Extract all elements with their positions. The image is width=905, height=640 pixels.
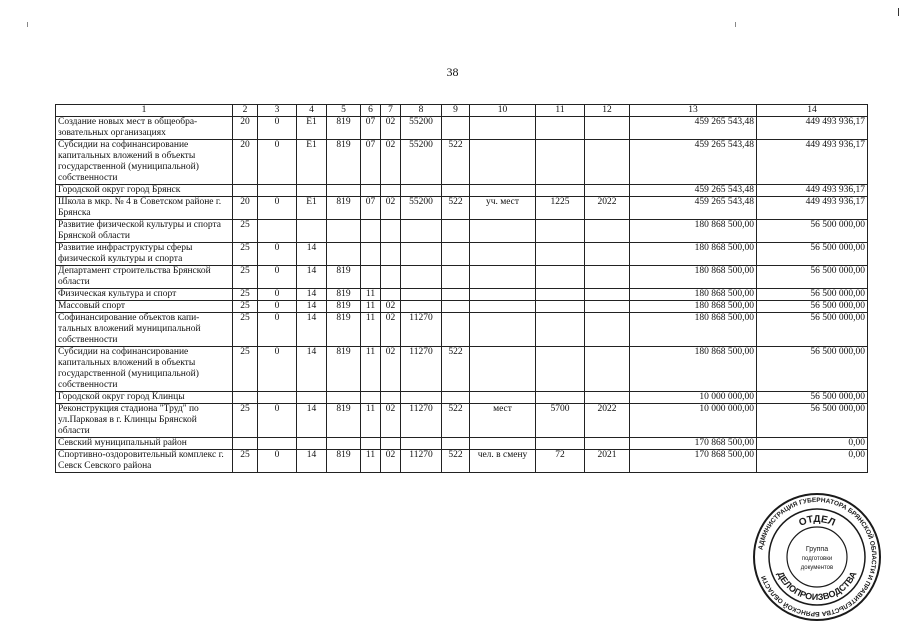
table-cell: 55200 (401, 117, 442, 140)
table-cell: 20 (233, 197, 258, 220)
table-cell (401, 220, 442, 243)
table-cell (381, 185, 401, 197)
table-cell (585, 289, 630, 301)
column-number-header: 6 (361, 105, 381, 117)
table-row (56, 266, 868, 289)
table-cell (536, 301, 585, 313)
table-cell: 2022 (585, 197, 630, 220)
table-cell: 2021 (585, 450, 630, 473)
table-row (56, 197, 868, 220)
table-cell (442, 243, 470, 266)
table-cell (585, 392, 630, 404)
table-cell (442, 313, 470, 347)
table-cell (536, 243, 585, 266)
table-cell: 11270 (401, 404, 442, 438)
table-cell: 11 (361, 450, 381, 473)
budget-table-container (55, 104, 867, 473)
table-cell (258, 392, 297, 404)
table-cell (536, 117, 585, 140)
row-name-cell: Городской округ город Брянск (56, 185, 233, 197)
table-cell: 11270 (401, 347, 442, 392)
table-cell: 07 (361, 197, 381, 220)
table-cell (585, 301, 630, 313)
table-cell: 819 (327, 301, 361, 313)
row-name-cell: Спортивно-оздоровительный комплекс г. Севск Севского района (56, 450, 233, 473)
table-cell (442, 301, 470, 313)
stamp-center-line: подготовки (801, 556, 833, 562)
table-cell (297, 392, 327, 404)
table-cell: 819 (327, 289, 361, 301)
table-cell (381, 289, 401, 301)
department-stamp (752, 492, 882, 622)
page-number: 38 (446, 65, 459, 79)
table-cell (327, 243, 361, 266)
table-cell (442, 289, 470, 301)
table-cell (401, 185, 442, 197)
table-cell (585, 243, 630, 266)
table-cell: 180 868 500,00 (630, 301, 757, 313)
table-cell: 14 (297, 313, 327, 347)
table-cell: 14 (297, 289, 327, 301)
table-cell: 0,00 (757, 450, 868, 473)
table-row (56, 301, 868, 313)
table-cell (470, 289, 536, 301)
table-cell: 459 265 543,48 (630, 197, 757, 220)
table-cell (442, 438, 470, 450)
table-cell: 522 (442, 404, 470, 438)
table-cell (442, 266, 470, 289)
table-cell: 07 (361, 117, 381, 140)
table-cell: 170 868 500,00 (630, 450, 757, 473)
table-cell: 02 (381, 450, 401, 473)
row-name-cell: Реконструкция стадиона "Труд" по ул.Парковая в г. Клинцы Брянской области (56, 404, 233, 438)
table-cell: 25 (233, 301, 258, 313)
table-cell: 56 500 000,00 (757, 220, 868, 243)
scan-mark (735, 22, 736, 27)
column-number-header: 9 (442, 105, 470, 117)
table-cell: 07 (361, 140, 381, 185)
table-cell: 11 (361, 301, 381, 313)
table-cell: 180 868 500,00 (630, 220, 757, 243)
row-name-cell: Городской округ город Клинцы (56, 392, 233, 404)
table-cell (470, 117, 536, 140)
table-cell (361, 185, 381, 197)
table-cell (361, 392, 381, 404)
table-cell: 25 (233, 313, 258, 347)
table-cell: 72 (536, 450, 585, 473)
table-cell (585, 140, 630, 185)
table-cell (401, 289, 442, 301)
table-row (56, 140, 868, 185)
table-cell: 10 000 000,00 (630, 392, 757, 404)
table-cell (470, 185, 536, 197)
table-cell (442, 220, 470, 243)
table-cell (536, 140, 585, 185)
table-cell (585, 313, 630, 347)
table-cell (381, 266, 401, 289)
table-cell (536, 347, 585, 392)
table-cell: 180 868 500,00 (630, 347, 757, 392)
budget-table (55, 104, 868, 473)
stamp-ring-top: ОТДЕЛ (797, 513, 837, 529)
table-cell: 55200 (401, 140, 442, 185)
row-name-cell: Софинансирование объектов капи- тальных вложений муниципальной собственности (56, 313, 233, 347)
table-cell: 11 (361, 347, 381, 392)
table-cell: 0 (258, 450, 297, 473)
table-cell (470, 243, 536, 266)
table-cell: 20 (233, 140, 258, 185)
row-name-cell: Школа в мкр. № 4 в Советском районе г. Брянска (56, 197, 233, 220)
table-cell (233, 438, 258, 450)
column-number-header: 2 (233, 105, 258, 117)
table-header-row (56, 105, 868, 117)
table-cell: 14 (297, 301, 327, 313)
table-cell: 14 (297, 404, 327, 438)
table-cell: 02 (381, 313, 401, 347)
table-cell (585, 347, 630, 392)
column-number-header: 5 (327, 105, 361, 117)
table-row (56, 404, 868, 438)
table-cell (536, 266, 585, 289)
table-cell: 2022 (585, 404, 630, 438)
table-cell (536, 289, 585, 301)
table-cell: 14 (297, 450, 327, 473)
table-cell: E1 (297, 140, 327, 185)
table-cell: 56 500 000,00 (757, 392, 868, 404)
table-cell (536, 185, 585, 197)
table-row (56, 392, 868, 404)
stamp-center-line: Группа (805, 546, 829, 553)
table-cell (536, 313, 585, 347)
table-cell: чел. в смену (470, 450, 536, 473)
table-cell: 0 (258, 117, 297, 140)
table-cell (233, 185, 258, 197)
table-cell: 180 868 500,00 (630, 289, 757, 301)
table-cell: 819 (327, 117, 361, 140)
table-cell (442, 117, 470, 140)
table-cell: 25 (233, 347, 258, 392)
table-cell (381, 243, 401, 266)
row-name-cell: Субсидии на софинансирование капитальных вложений в объекты государственной (муниципальной) собственности (56, 347, 233, 392)
column-number-header: 3 (258, 105, 297, 117)
table-row (56, 289, 868, 301)
column-number-header: 4 (297, 105, 327, 117)
table-cell: 11270 (401, 450, 442, 473)
table-cell: 0 (258, 266, 297, 289)
table-cell: 56 500 000,00 (757, 289, 868, 301)
table-cell: мест (470, 404, 536, 438)
table-cell: 819 (327, 450, 361, 473)
column-number-header: 12 (585, 105, 630, 117)
table-cell: 56 500 000,00 (757, 347, 868, 392)
column-number-header: 14 (757, 105, 868, 117)
table-cell: 459 265 543,48 (630, 140, 757, 185)
table-cell (585, 185, 630, 197)
stamp-outer-text: АДМИНИСТРАЦИЯ ГУБЕРНАТОРА БРЯНСКОЙ ОБЛАСТИ И ПРАВИТЕЛЬСТВА БРЯНСКОЙ ОБЛАСТИ (757, 496, 878, 618)
table-cell: 56 500 000,00 (757, 243, 868, 266)
table-cell: 0 (258, 197, 297, 220)
table-cell: 449 493 936,17 (757, 117, 868, 140)
table-cell: 0 (258, 347, 297, 392)
table-cell (361, 243, 381, 266)
table-cell: 02 (381, 404, 401, 438)
table-cell: 56 500 000,00 (757, 404, 868, 438)
table-cell (361, 220, 381, 243)
column-number-header: 10 (470, 105, 536, 117)
table-cell: 25 (233, 450, 258, 473)
table-cell (327, 392, 361, 404)
table-cell: 0 (258, 313, 297, 347)
row-name-cell: Департамент строительства Брянской области (56, 266, 233, 289)
table-cell: 449 493 936,17 (757, 185, 868, 197)
table-cell (536, 392, 585, 404)
table-cell (536, 438, 585, 450)
table-cell: 170 868 500,00 (630, 438, 757, 450)
table-cell (327, 220, 361, 243)
table-cell: 180 868 500,00 (630, 313, 757, 347)
stamp-center-line: документов (800, 565, 834, 571)
table-cell: 819 (327, 347, 361, 392)
table-cell: 0 (258, 140, 297, 185)
table-row (56, 185, 868, 197)
table-cell: 11 (361, 404, 381, 438)
table-cell (470, 392, 536, 404)
table-cell: 55200 (401, 197, 442, 220)
row-name-cell: Создание новых мест в общеобра- зовательных организациях (56, 117, 233, 140)
row-name-cell: Субсидии на софинансирование капитальных вложений в объекты государственной (муниципальной) собственности (56, 140, 233, 185)
table-cell (401, 392, 442, 404)
scan-mark (898, 8, 899, 16)
table-cell (585, 266, 630, 289)
table-cell: 0,00 (757, 438, 868, 450)
table-cell: 819 (327, 313, 361, 347)
table-cell: 11270 (401, 313, 442, 347)
table-row (56, 313, 868, 347)
table-cell: 02 (381, 117, 401, 140)
row-name-cell: Массовый спорт (56, 301, 233, 313)
row-name-cell: Развитие физической культуры и спорта Брянской области (56, 220, 233, 243)
table-cell (327, 438, 361, 450)
table-cell (381, 220, 401, 243)
table-cell (401, 243, 442, 266)
table-cell: 14 (297, 266, 327, 289)
scan-mark (27, 22, 28, 27)
column-number-header: 11 (536, 105, 585, 117)
table-cell: 25 (233, 404, 258, 438)
table-cell (233, 392, 258, 404)
table-cell: уч. мест (470, 197, 536, 220)
table-cell: 180 868 500,00 (630, 243, 757, 266)
row-name-cell: Севский муниципальный район (56, 438, 233, 450)
table-cell: 449 493 936,17 (757, 197, 868, 220)
table-cell: 25 (233, 220, 258, 243)
table-cell: 25 (233, 243, 258, 266)
table-cell (258, 185, 297, 197)
table-cell: 14 (297, 347, 327, 392)
row-name-cell: Развитие инфраструктуры сферы физической культуры и спорта (56, 243, 233, 266)
table-cell: 819 (327, 140, 361, 185)
table-cell (401, 301, 442, 313)
table-cell: 522 (442, 450, 470, 473)
table-cell (585, 438, 630, 450)
table-cell (401, 266, 442, 289)
stamp-ring-bottom: ДЕЛОПРОИЗВОДСТВА (775, 569, 859, 603)
table-cell (585, 220, 630, 243)
table-row (56, 438, 868, 450)
table-cell (470, 347, 536, 392)
table-cell (297, 438, 327, 450)
table-cell: 5700 (536, 404, 585, 438)
table-cell (297, 185, 327, 197)
table-cell: 459 265 543,48 (630, 117, 757, 140)
table-cell (470, 313, 536, 347)
table-row (56, 347, 868, 392)
table-cell: 0 (258, 289, 297, 301)
table-cell: 0 (258, 301, 297, 313)
table-cell (585, 117, 630, 140)
table-cell: 14 (297, 243, 327, 266)
table-cell: 25 (233, 289, 258, 301)
column-number-header: 8 (401, 105, 442, 117)
table-cell (381, 392, 401, 404)
table-cell: 180 868 500,00 (630, 266, 757, 289)
table-cell (327, 185, 361, 197)
column-number-header: 1 (56, 105, 233, 117)
table-cell: 522 (442, 197, 470, 220)
table-cell: 819 (327, 266, 361, 289)
table-cell: 522 (442, 347, 470, 392)
table-cell: 56 500 000,00 (757, 301, 868, 313)
table-cell: 1225 (536, 197, 585, 220)
table-cell: 02 (381, 140, 401, 185)
table-cell (401, 438, 442, 450)
table-cell: E1 (297, 117, 327, 140)
table-cell: 02 (381, 197, 401, 220)
table-cell: E1 (297, 197, 327, 220)
table-cell: 11 (361, 313, 381, 347)
table-cell (442, 185, 470, 197)
table-cell (381, 438, 401, 450)
table-cell: 56 500 000,00 (757, 313, 868, 347)
table-cell: 11 (361, 289, 381, 301)
table-cell: 0 (258, 404, 297, 438)
table-cell: 02 (381, 347, 401, 392)
table-cell: 02 (381, 301, 401, 313)
table-cell (470, 266, 536, 289)
table-row (56, 117, 868, 140)
table-cell (361, 266, 381, 289)
table-cell: 819 (327, 404, 361, 438)
table-cell (470, 301, 536, 313)
table-row (56, 450, 868, 473)
table-row (56, 220, 868, 243)
table-cell (297, 220, 327, 243)
table-cell (470, 140, 536, 185)
table-cell: 25 (233, 266, 258, 289)
column-number-header: 7 (381, 105, 401, 117)
table-cell (470, 438, 536, 450)
table-row (56, 243, 868, 266)
table-cell: 20 (233, 117, 258, 140)
table-cell (258, 438, 297, 450)
table-cell (536, 220, 585, 243)
table-cell (470, 220, 536, 243)
table-cell (361, 438, 381, 450)
table-cell: 0 (258, 243, 297, 266)
table-cell: 522 (442, 140, 470, 185)
table-cell: 56 500 000,00 (757, 266, 868, 289)
column-number-header: 13 (630, 105, 757, 117)
table-cell (258, 220, 297, 243)
table-cell: 449 493 936,17 (757, 140, 868, 185)
table-cell: 459 265 543,48 (630, 185, 757, 197)
table-cell (442, 392, 470, 404)
row-name-cell: Физическая культура и спорт (56, 289, 233, 301)
table-cell: 819 (327, 197, 361, 220)
table-cell: 10 000 000,00 (630, 404, 757, 438)
